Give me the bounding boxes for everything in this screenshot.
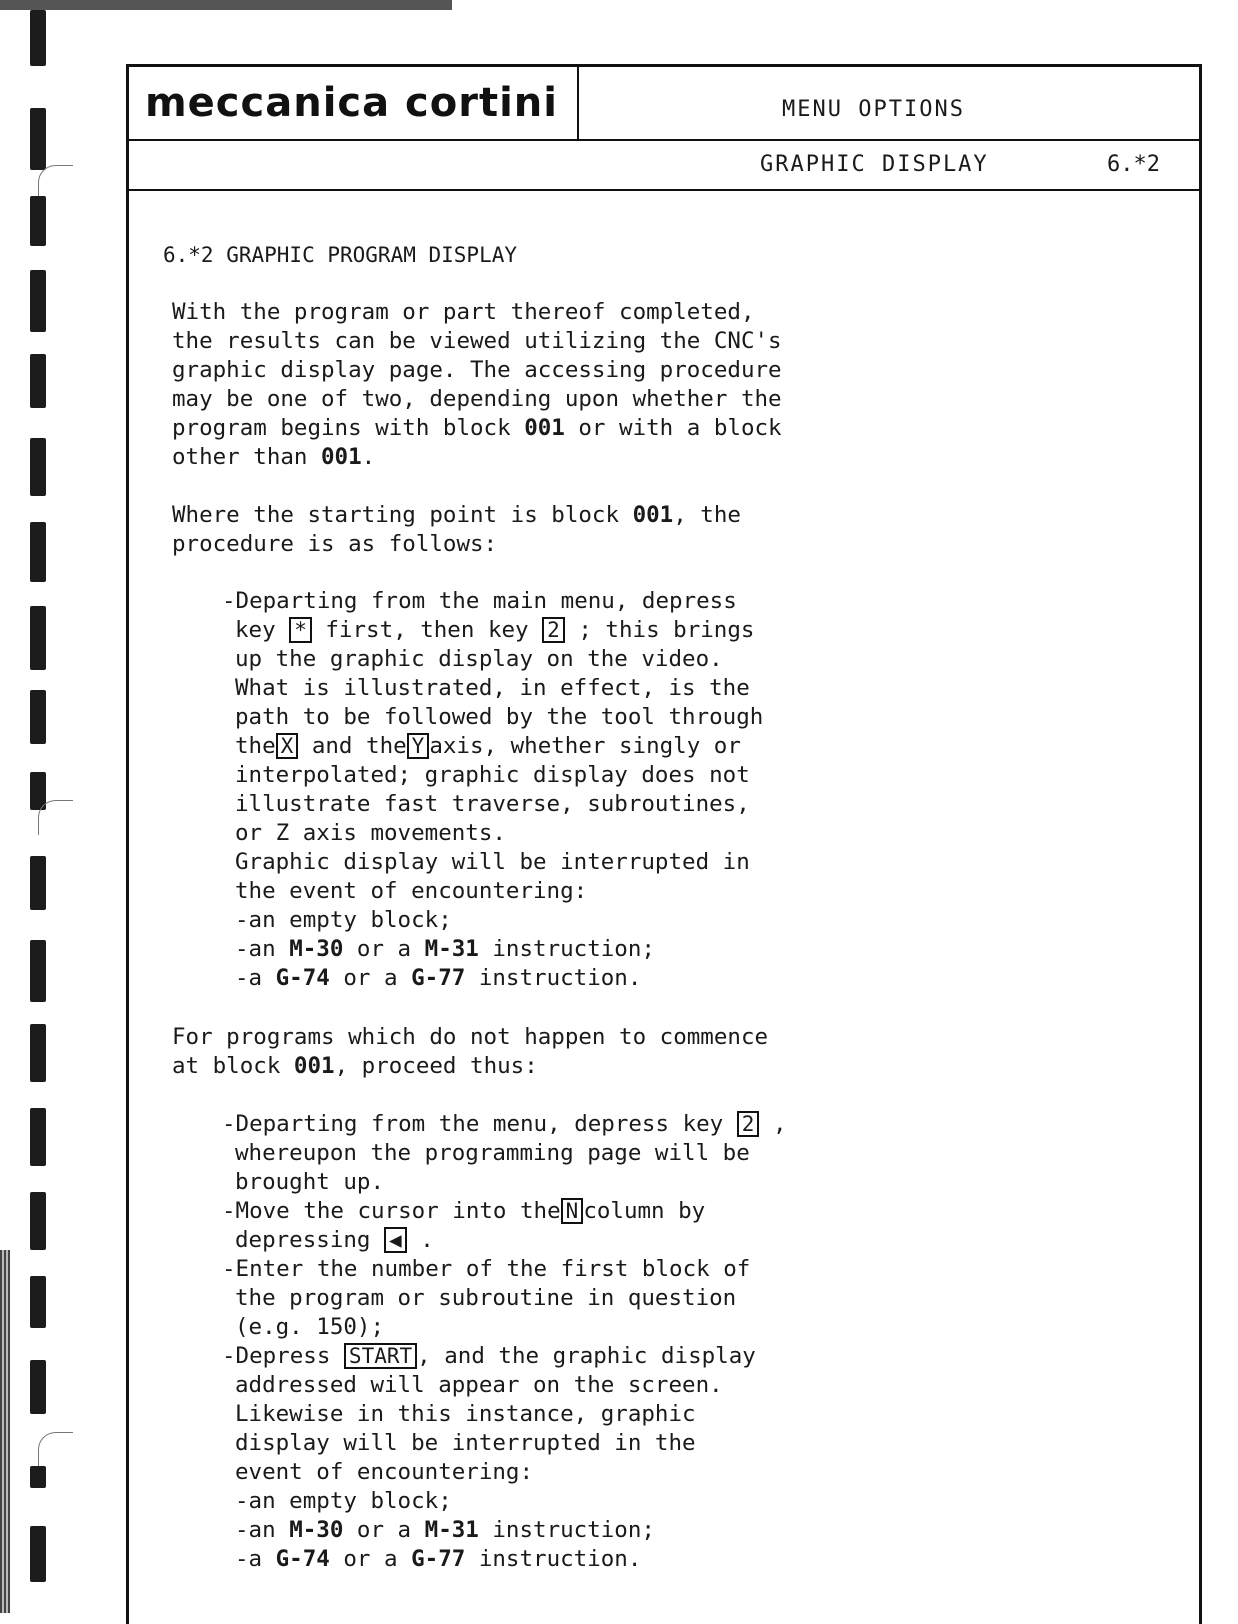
text-line: interpolated; graphic display does not <box>235 762 750 788</box>
instruction-code: G-77 <box>411 1546 466 1572</box>
key-y-icon: Y <box>407 733 430 759</box>
company-logo-text: meccanica cortini <box>145 80 558 126</box>
text-span: depressing <box>235 1227 385 1253</box>
binding-hole <box>30 196 46 246</box>
section-number: 6.*2 <box>1107 152 1160 177</box>
text-span: or with a block <box>564 415 782 441</box>
text-line: whereupon the programming page will be <box>235 1140 750 1166</box>
text-span: , proceed thus: <box>334 1053 538 1079</box>
section-heading: 6.*2 GRAPHIC PROGRAM DISPLAY <box>163 243 518 267</box>
text-span: instruction. <box>465 1546 642 1572</box>
binding-hole <box>30 1108 46 1166</box>
binding-hole <box>30 1466 46 1488</box>
text-span: -a <box>235 965 276 991</box>
text-line <box>172 443 375 471</box>
text-span: -an <box>235 1517 290 1543</box>
text-line <box>172 1052 538 1080</box>
binding-hole <box>30 108 46 170</box>
text-line: -an empty block; <box>235 907 452 933</box>
text-span: -a <box>235 1546 276 1572</box>
text-line: the results can be viewed utilizing the CNC's <box>172 328 782 354</box>
text-line: With the program or part thereof completed, <box>172 299 755 325</box>
text-line: the program or subroutine in question <box>235 1285 737 1311</box>
text-line: the event of encountering: <box>235 878 588 904</box>
binding-hole <box>30 1276 46 1328</box>
block-number: 001 <box>321 444 362 470</box>
text-line <box>222 1110 787 1138</box>
binding-hole <box>30 1526 46 1582</box>
text-line <box>172 414 782 442</box>
binding-hole <box>30 856 46 910</box>
text-line <box>222 1342 756 1370</box>
binding-hole <box>30 10 46 66</box>
key-x-icon: X <box>276 733 299 759</box>
text-span: -Depress <box>222 1343 344 1369</box>
text-line: (e.g. 150); <box>235 1314 385 1340</box>
text-line: path to be followed by the tool through <box>235 704 764 730</box>
text-span: or a <box>329 965 412 991</box>
text-line: -an empty block; <box>235 1488 452 1514</box>
text-span: instruction. <box>465 965 642 991</box>
text-span: Where the starting point is block <box>172 502 633 528</box>
text-line: For programs which do not happen to commence <box>172 1024 769 1050</box>
header-subrow <box>129 139 1199 191</box>
header-subtitle: GRAPHIC DISPLAY <box>760 152 989 177</box>
text-line: may be one of two, depending upon whether the <box>172 386 782 412</box>
text-line: display will be interrupted in the <box>235 1430 696 1456</box>
text-line: -Departing from the main menu, depress <box>222 588 737 614</box>
text-span: -Move the cursor into the <box>222 1198 561 1224</box>
binding-hole <box>30 690 46 744</box>
text-span: instruction; <box>478 936 655 962</box>
text-span: . <box>406 1227 434 1253</box>
text-span: instruction; <box>478 1517 655 1543</box>
instruction-code: M-30 <box>289 1517 344 1543</box>
company-logo <box>145 80 558 126</box>
block-number: 001 <box>524 415 565 441</box>
text-line: brought up. <box>235 1169 385 1195</box>
instruction-code: M-31 <box>424 1517 479 1543</box>
binding-holes <box>0 0 70 1613</box>
text-line: -Enter the number of the first block of <box>222 1256 751 1282</box>
text-span: first, then key <box>311 617 543 643</box>
text-span: or a <box>329 1546 412 1572</box>
key-n-icon: N <box>561 1198 584 1224</box>
text-span: ; this brings <box>564 617 755 643</box>
header-row <box>129 67 1199 141</box>
text-line <box>172 501 741 529</box>
text-line: event of encountering: <box>235 1459 534 1485</box>
instruction-code: G-77 <box>411 965 466 991</box>
start-key-icon: START <box>344 1343 417 1369</box>
text-line <box>235 616 754 644</box>
text-span: axis, whether singly or <box>429 733 741 759</box>
paper-curl <box>38 165 73 200</box>
text-line <box>235 935 655 963</box>
instruction-code: G-74 <box>275 1546 330 1572</box>
text-line: procedure is as follows: <box>172 531 498 557</box>
block-number: 001 <box>293 1053 335 1079</box>
binding-hole <box>30 940 46 1002</box>
text-span: and the <box>298 733 407 759</box>
text-span: program begins with block <box>172 415 525 441</box>
instruction-code: M-31 <box>424 936 479 962</box>
text-span: . <box>361 444 376 470</box>
cursor-left-key-icon: ◀ <box>384 1227 407 1253</box>
text-line: or Z axis movements. <box>235 820 506 846</box>
instruction-code: G-74 <box>275 965 330 991</box>
text-span: key <box>235 617 290 643</box>
binding-hole <box>30 1024 46 1082</box>
text-line <box>235 732 741 760</box>
key-2-icon: 2 <box>542 617 565 643</box>
text-line: graphic display page. The accessing procedure <box>172 357 782 383</box>
text-line <box>222 1197 705 1225</box>
instruction-code: M-30 <box>289 936 344 962</box>
paper-curl <box>38 1432 73 1467</box>
text-span: , the <box>673 502 741 528</box>
text-span: other than <box>172 444 322 470</box>
text-line <box>235 1226 434 1254</box>
text-line <box>235 1545 641 1573</box>
binding-hole <box>30 1360 46 1414</box>
text-line: What is illustrated, in effect, is the <box>235 675 750 701</box>
block-number: 001 <box>632 502 674 528</box>
text-span: , <box>759 1111 787 1137</box>
text-line: Graphic display will be interrupted in <box>235 849 750 875</box>
text-line <box>235 964 641 992</box>
text-line <box>235 1516 655 1544</box>
key-star-icon: * <box>289 617 312 643</box>
text-span: or a <box>343 936 425 962</box>
key-2-icon: 2 <box>737 1111 760 1137</box>
binding-hole <box>30 606 46 670</box>
binding-hole <box>30 438 46 496</box>
text-span: , and the graphic display <box>417 1343 756 1369</box>
binding-hole <box>30 522 46 582</box>
text-span: the <box>235 733 276 759</box>
binding-hole <box>30 354 46 408</box>
text-span: -an <box>235 936 290 962</box>
header-title: MENU OPTIONS <box>782 97 965 122</box>
text-line: up the graphic display on the video. <box>235 646 723 672</box>
logo-cell <box>129 67 579 139</box>
text-span: or a <box>343 1517 425 1543</box>
text-line: illustrate fast traverse, subroutines, <box>235 791 750 817</box>
text-span: -Departing from the menu, depress key <box>222 1111 737 1137</box>
text-span: column by <box>583 1198 706 1224</box>
text-line: Likewise in this instance, graphic <box>235 1401 696 1427</box>
binding-hole <box>30 1192 46 1250</box>
binding-hole <box>30 270 46 332</box>
text-line: addressed will appear on the screen. <box>235 1372 723 1398</box>
paper-curl <box>38 800 73 835</box>
text-span: at block <box>172 1053 294 1079</box>
